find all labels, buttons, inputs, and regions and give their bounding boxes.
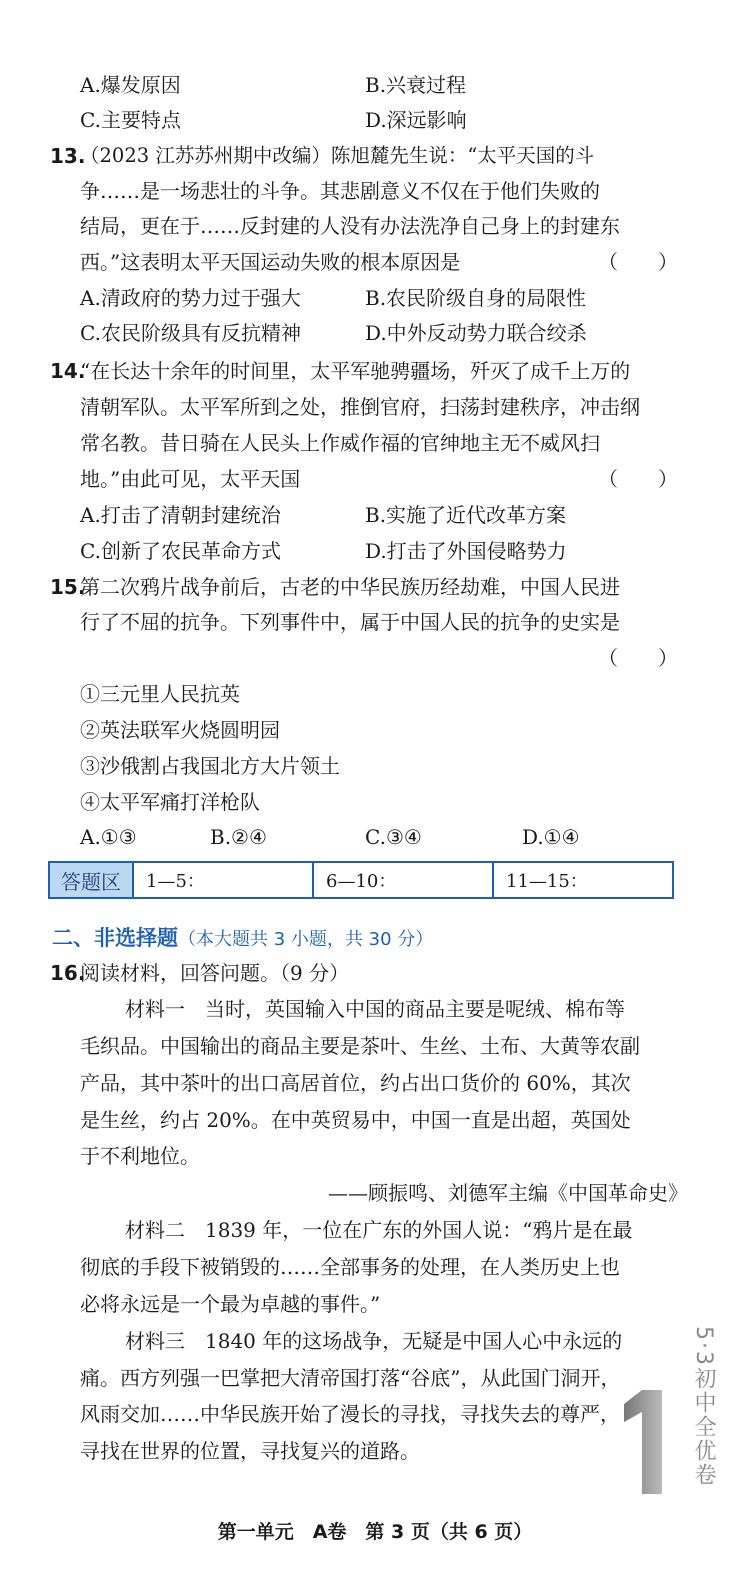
answer-cell-1-5[interactable]: 1—5： (134, 863, 314, 897)
page-footer: 第一单元 A卷 第 3 页（共 6 页） (217, 1521, 533, 1543)
q14-stem-line1: “在长达十余年的时间里，太平军驰骋疆场，歼灭了成千上万的 (80, 359, 631, 383)
q12-option-d: D.深远影响 (365, 108, 467, 132)
material-2-line2: 彻底的手段下被销毁的……全部事务的处理，在人类历史上也 (80, 1255, 620, 1279)
q15-item-4: ④太平军痛打洋枪队 (80, 790, 260, 814)
q14-option-a: A.打击了清朝封建统治 (80, 503, 281, 527)
q12-option-a: A.爆发原因 (80, 73, 181, 97)
q15-stem-line2: 行了不屈的抗争。下列事件中，属于中国人民的抗争的史实是 (80, 610, 620, 634)
q14-stem-line2: 清朝军队。太平军所到之处，推倒官府，扫荡封建秩序，冲击纲 (80, 395, 640, 419)
material-3-line3: 风雨交加……中华民族开始了漫长的寻找，寻找失去的尊严， (80, 1402, 620, 1426)
q13-stem-line3: 结局，更在于……反封建的人没有办法洗净自己身上的封建东 (80, 214, 620, 238)
q15-item-2: ②英法联军火烧圆明园 (80, 718, 280, 742)
q14-stem-line3: 常名教。昔日骑在人民头上作威作福的官绅地主无不威风扫 (80, 431, 600, 455)
q14-option-d: D.打击了外国侵略势力 (365, 539, 567, 563)
q15-answer-paren: （ ） (598, 646, 678, 670)
q15-option-a: A.①③ (80, 825, 137, 849)
material-3-line4: 寻找在世界的位置，寻找复兴的道路。 (80, 1439, 420, 1463)
q13-answer-paren: （ ） (598, 250, 678, 274)
q13-option-d: D.中外反动势力联合绞杀 (365, 321, 587, 345)
q13-number: 13. (50, 144, 86, 168)
q12-option-c: C.主要特点 (80, 108, 181, 132)
answer-cell-11-15[interactable]: 11—15： (506, 871, 588, 892)
q13-stem-line4: 西。”这表明太平天国运动失败的根本原因是 (80, 250, 461, 274)
q14-stem-line4: 地。”由此可见，太平天国 (80, 467, 301, 491)
material-1-line2: 毛织品。中国输出的商品主要是茶叶、生丝、土布、大黄等农副 (80, 1034, 640, 1058)
q14-option-c: C.创新了农民革命方式 (80, 539, 281, 563)
section-title (52, 924, 433, 954)
material-1-line3: 产品，其中茶叶的出口高居首位，约占出口货价的 60%，其次 (80, 1071, 631, 1095)
material-1-source: ——顾振鸣、刘德军主编《中国革命史》 (328, 1181, 688, 1205)
q15-item-1: ①三元里人民抗英 (80, 682, 240, 706)
q13-stem-line1: （2023 江苏苏州期中改编）陈旭麓先生说：“太平天国的斗 (80, 144, 595, 167)
answer-area (48, 861, 674, 899)
q15-option-b: B.②④ (210, 825, 267, 849)
q15-number: 15. (50, 575, 86, 599)
unit-number-text: 1 (642, 1470, 643, 1471)
q13-option-a: A.清政府的势力过于强大 (80, 286, 301, 310)
q14-number: 14. (50, 359, 86, 383)
q14-option-b: B.实施了近代改革方案 (365, 503, 567, 527)
material-2-line3: 必将永远是一个最为卓越的事件。” (80, 1292, 381, 1316)
q16-intro: 阅读材料，回答问题。（9 分） (80, 961, 350, 985)
q13-option-b: B.农民阶级自身的局限性 (365, 286, 587, 310)
unit-number-graphic (618, 1390, 666, 1494)
answer-cell-6-10[interactable]: 6—10： (314, 863, 494, 897)
q16-number: 16. (50, 961, 86, 985)
q15-option-d: D.①④ (522, 825, 580, 849)
q15-stem-line1: 第二次鸦片战争前后，古老的中华民族历经劫难，中国人民进 (80, 575, 620, 599)
section-title-main: 二、非选择题 (52, 926, 178, 950)
section-title-sub: （本大题共 3 小题，共 30 分） (178, 929, 434, 950)
q13-stem-line2: 争……是一场悲壮的斗争。其悲剧意义不仅在于他们失败的 (80, 179, 600, 203)
material-1-line1: 材料一 当时，英国输入中国的商品主要是呢绒、棉布等 (125, 997, 625, 1021)
material-3-line1: 材料三 1840 年的这场战争，无疑是中国人心中永远的 (125, 1329, 623, 1353)
q14-answer-paren: （ ） (598, 467, 678, 491)
q12-option-b: B.兴衰过程 (365, 73, 467, 97)
q15-item-3: ③沙俄割占我国北方大片领土 (80, 754, 340, 778)
answer-area-label: 答题区 (50, 863, 134, 897)
material-1-line4: 是生丝，约占 20%。在中英贸易中，中国一直是出超，英国处 (80, 1108, 631, 1132)
q13-option-c: C.农民阶级具有反抗精神 (80, 321, 301, 345)
material-1-line5: 于不利地位。 (80, 1144, 200, 1168)
side-brand-text: 5·3初中全优卷 (691, 1326, 716, 1487)
material-2-line1: 材料二 1839 年，一位在广东的外国人说：“鸦片是在最 (125, 1218, 633, 1242)
material-3-line2: 痛。西方列强一巴掌把大清帝国打落“谷底”，从此国门洞开， (80, 1366, 621, 1390)
q15-option-c: C.③④ (365, 825, 422, 849)
